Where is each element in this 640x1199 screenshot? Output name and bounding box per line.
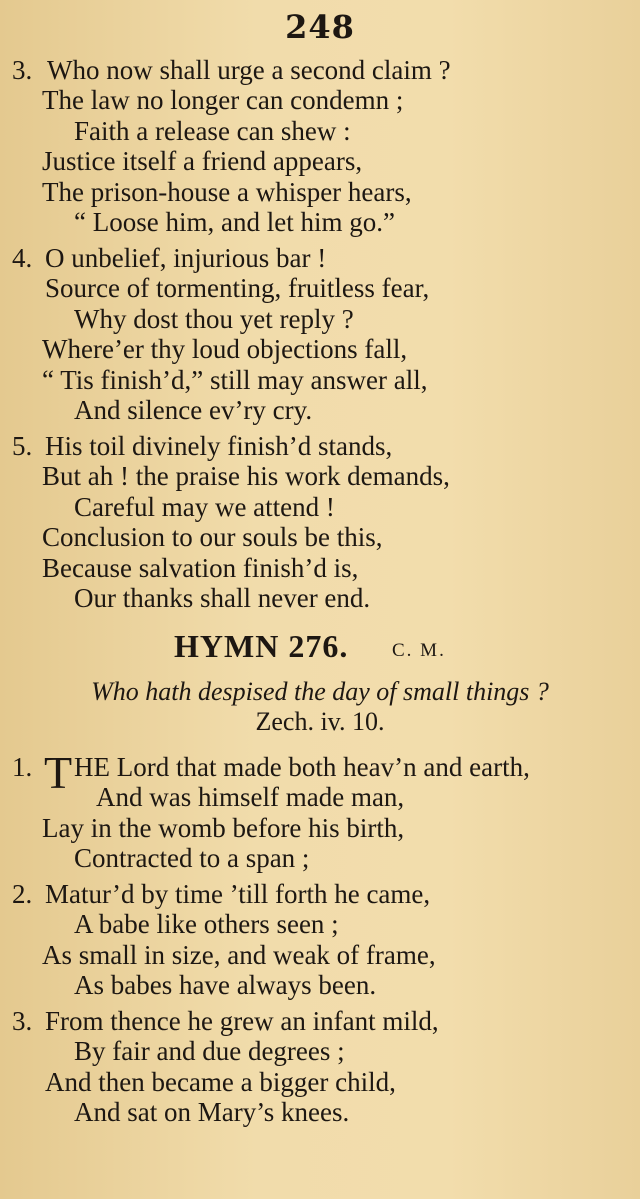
stanza-number: 2. <box>12 879 33 909</box>
verse-line: Faith a release can shew : <box>74 116 351 146</box>
hymn-title: HYMN 276. <box>174 628 349 664</box>
verse-line: His toil divinely finish’d stands, <box>45 431 393 461</box>
verse-line: Lay in the womb before his birth, <box>42 813 405 843</box>
verse-line: “ Tis finish’d,” still may answer all, <box>42 365 428 395</box>
verse-line: As babes have always been. <box>74 970 377 1000</box>
verse-line: O unbelief, injurious bar ! <box>45 243 327 273</box>
verse-line: Why dost thou yet reply ? <box>74 304 354 334</box>
stanza-number: 3. <box>12 55 33 85</box>
stanza-number: 3. <box>12 1006 33 1036</box>
verse-line: HE Lord that made both heav’n and earth, <box>74 752 530 782</box>
verse-line: From thence he grew an infant mild, <box>45 1006 439 1036</box>
verse-line: As small in size, and weak of frame, <box>42 940 436 970</box>
scripture-reference: Zech. iv. 10. <box>255 707 385 736</box>
drop-cap: T <box>44 747 73 798</box>
verse-line: The prison-house a whisper hears, <box>42 177 412 207</box>
verse-line: Where’er thy loud objections fall, <box>42 334 408 364</box>
page-number: 248 <box>285 8 355 46</box>
verse-line: Who now shall urge a second claim ? <box>47 55 451 85</box>
verse-line: And then became a bigger child, <box>45 1067 396 1097</box>
hymn-meter: C. M. <box>392 640 446 661</box>
verse-line: But ah ! the praise his work demands, <box>42 461 450 491</box>
verse-line: A babe like others seen ; <box>74 909 339 939</box>
verse-line: Matur’d by time ’till forth he came, <box>45 879 431 909</box>
verse-line: And silence ev’ry cry. <box>74 395 313 425</box>
stanza-number: 4. <box>12 243 33 273</box>
verse-line: Contracted to a span ; <box>74 843 310 873</box>
verse-line: Conclusion to our souls be this, <box>42 522 383 552</box>
verse-line: And sat on Mary’s knees. <box>74 1097 350 1127</box>
verse-line: Careful may we attend ! <box>74 492 335 522</box>
verse-line: Justice itself a friend appears, <box>42 146 363 176</box>
verse-line: Because salvation finish’d is, <box>42 553 359 583</box>
verse-line: Our thanks shall never end. <box>74 583 371 613</box>
verse-line: “ Loose him, and let him go.” <box>74 207 395 237</box>
verse-line: The law no longer can condemn ; <box>42 85 404 115</box>
verse-line: By fair and due degrees ; <box>74 1036 345 1066</box>
verse-line: Source of tormenting, fruitless fear, <box>45 273 430 303</box>
stanza-number: 5. <box>12 431 33 461</box>
stanza-number: 1. <box>12 752 33 782</box>
hymn-epigraph: Who hath despised the day of small things ? <box>91 677 549 706</box>
verse-line: And was himself made man, <box>96 782 405 812</box>
